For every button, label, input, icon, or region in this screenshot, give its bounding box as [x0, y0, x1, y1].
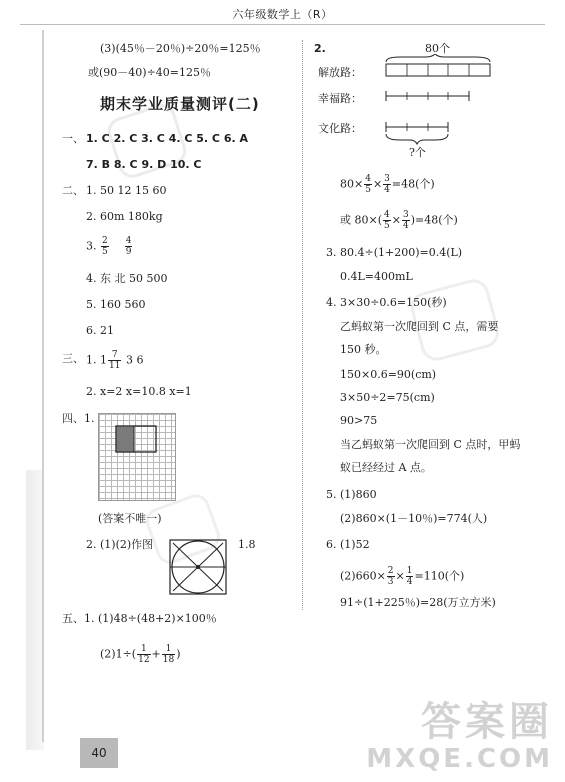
operator: ×	[372, 177, 383, 191]
expression-start: (2)660×	[340, 569, 386, 583]
part-label: 三、	[62, 352, 84, 365]
numerator: 4	[384, 210, 390, 220]
page-number: 40	[80, 738, 118, 768]
numerator: 1	[162, 644, 175, 655]
expression-start: 或 80×(	[340, 213, 383, 227]
diagram-total-label: 80个	[425, 42, 450, 55]
item-number: 3.	[86, 239, 97, 253]
part-label: 五、	[62, 612, 84, 625]
header-rule	[20, 24, 545, 25]
operator: ×	[395, 569, 405, 583]
operator: +	[151, 647, 161, 661]
answer-line: 91÷(1+225％)=28(万立方米)	[340, 596, 496, 609]
answer-line: 1. 50 12 15 60	[86, 184, 167, 197]
denominator: 5	[365, 185, 371, 195]
fraction	[387, 566, 395, 587]
answer-line: 5. 160 560	[86, 298, 146, 311]
numerator: 7	[108, 350, 121, 361]
answer-line: 或(90－40)÷40=125％	[88, 66, 212, 79]
numerator: 2	[387, 566, 394, 576]
expression-end: =110(个)	[414, 569, 465, 583]
numerator: 3	[402, 210, 409, 220]
part-label: 一、	[62, 132, 84, 145]
road-label: 解放路：	[318, 66, 362, 79]
page-header: 六年级数学上（R）	[232, 8, 333, 21]
answer-tail: 3 6	[122, 353, 144, 367]
fraction	[383, 210, 391, 231]
answer-line: (2)860×(1－10％)=774(人)	[340, 512, 488, 525]
denominator: 5	[102, 247, 108, 257]
total-brace	[386, 54, 490, 62]
answer-line	[340, 174, 435, 195]
fraction	[125, 236, 133, 257]
answer-line	[100, 644, 181, 665]
answer-line: 蚁已经经过 A 点。	[340, 461, 432, 474]
expression-start: (2)1÷(	[100, 647, 137, 661]
fraction	[406, 566, 414, 587]
answer-line: 7. B 8. C 9. D 10. C	[86, 158, 202, 171]
answer-line	[340, 210, 458, 231]
expression-start: 80×	[340, 177, 364, 191]
road1-bar	[386, 64, 490, 76]
answer-line: 1. (1)48÷(48+2)×100％	[84, 612, 217, 625]
denominator: 4	[406, 577, 413, 587]
numerator: 1	[406, 566, 413, 576]
answer-line	[86, 350, 143, 371]
note-text: (答案不唯一)	[98, 512, 162, 525]
road-label: 幸福路：	[318, 92, 362, 105]
numerator: 4	[365, 174, 371, 184]
fraction	[383, 174, 391, 195]
watermark-text: 答案圈	[421, 699, 553, 745]
answer-line: 5. (1)860	[326, 488, 377, 501]
answer-value: 1.8	[238, 538, 256, 551]
mixed-number-whole: 1. 1	[86, 353, 107, 367]
watermark-url: MXQE.COM	[366, 744, 553, 774]
answer-line: 6. 21	[86, 324, 114, 337]
expression-end: )	[176, 647, 181, 661]
column-divider	[302, 40, 303, 610]
road-label: 文化路：	[318, 122, 362, 135]
answer-line	[340, 566, 464, 587]
grid-drawing	[98, 413, 176, 501]
denominator: 18	[162, 655, 175, 665]
fraction	[402, 210, 410, 231]
answer-line: 2. 60m 180kg	[86, 210, 163, 223]
item-number: 1.	[84, 412, 95, 425]
answer-line: 3×50÷2=75(cm)	[340, 391, 435, 404]
shaded-rectangle	[116, 426, 134, 452]
operator: ×	[391, 213, 401, 227]
answer-line: 乙蚂蚁第一次爬回到 C 点，需要	[340, 320, 499, 333]
answer-line: 6. (1)52	[326, 538, 370, 551]
answer-line: 90>75	[340, 414, 378, 427]
diagram-unknown-label: ?个	[409, 146, 426, 159]
denominator: 9	[125, 247, 132, 257]
answer-line: 4. 3×30÷0.6=150(秒)	[326, 296, 447, 309]
fraction	[162, 644, 175, 665]
answer-line: 1. C 2. C 3. C 4. C 5. C 6. A	[86, 132, 248, 145]
denominator: 3	[387, 577, 394, 587]
item-number: 2.	[314, 42, 326, 55]
fraction	[101, 236, 109, 257]
grid-shapes	[99, 414, 177, 502]
numerator: 4	[125, 236, 132, 246]
denominator: 4	[384, 185, 390, 195]
answer-line: 3. 80.4÷(1+200)=0.4(L)	[326, 246, 463, 259]
answer-line: 2. (1)(2)作图	[86, 538, 154, 551]
answer-line: 4. 东 北 50 500	[86, 272, 168, 285]
denominator: 12	[138, 655, 150, 665]
segment-diagram	[380, 54, 495, 154]
numerator: 3	[384, 174, 390, 184]
denominator: 4	[402, 221, 409, 231]
numerator: 1	[137, 644, 150, 655]
answer-line: 当乙蚂蚁第一次爬回到 C 点时，甲蚂	[340, 438, 521, 451]
part-label: 二、	[62, 184, 84, 197]
unknown-brace	[386, 134, 448, 144]
expression-end: )=48(个)	[410, 213, 458, 227]
answer-line: (3)(45％－20％)÷20％=125％	[100, 42, 261, 55]
center-dot	[196, 565, 200, 569]
fraction	[108, 350, 121, 371]
answer-line	[86, 236, 133, 257]
denominator: 5	[384, 221, 390, 231]
expression-end: =48(个)	[391, 177, 435, 191]
answer-line: 150 秒。	[340, 343, 387, 356]
denominator: 11	[109, 361, 121, 371]
part-label: 四、	[62, 412, 84, 425]
watermark	[366, 700, 553, 774]
numerator: 2	[102, 236, 108, 246]
answer-line: 0.4L=400mL	[340, 270, 413, 283]
fraction	[364, 174, 372, 195]
section-title: 期末学业质量测评(二)	[100, 95, 260, 113]
circle-drawing	[169, 539, 227, 595]
fraction	[137, 644, 150, 665]
answer-line: 150×0.6=90(cm)	[340, 368, 437, 381]
answer-line: 2. x=2 x=10.8 x=1	[86, 385, 192, 398]
